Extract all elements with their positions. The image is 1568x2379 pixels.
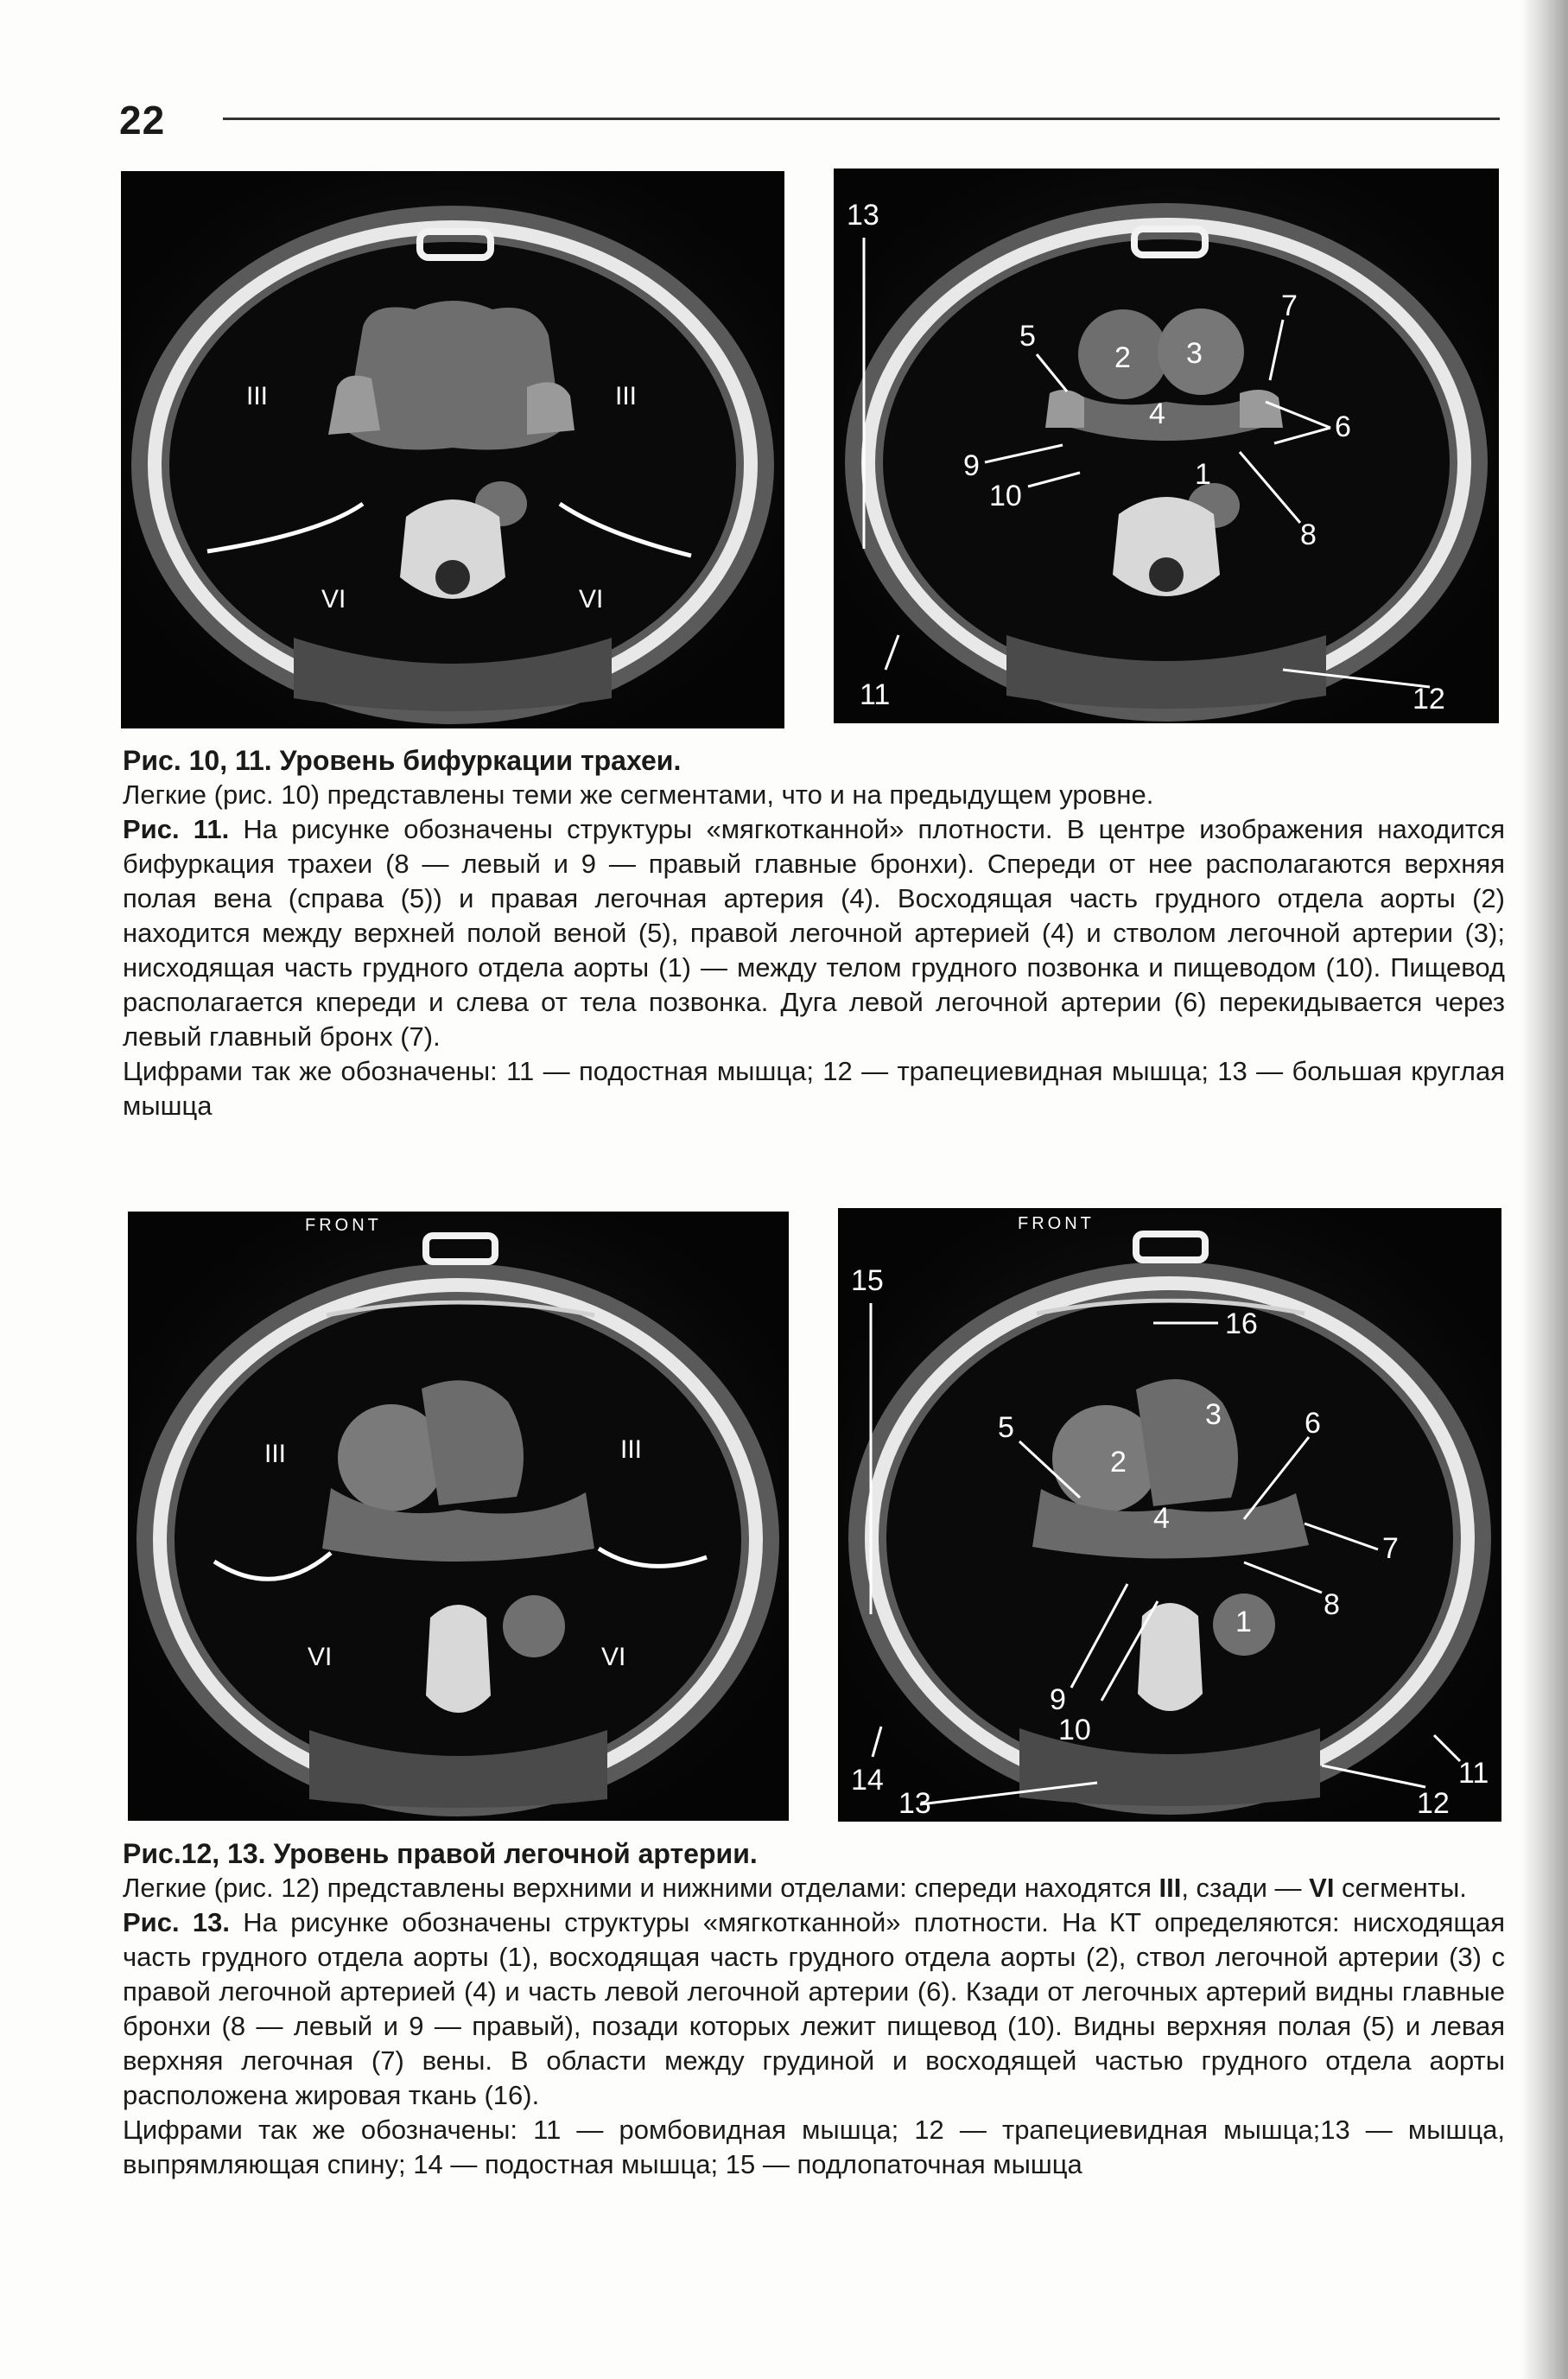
fig11-label-12: 12: [1412, 683, 1445, 716]
page-edge-shadow: [1520, 0, 1568, 2379]
fig11-label-8: 8: [1300, 518, 1317, 551]
fig12-label-iii-left: III: [264, 1440, 287, 1468]
fig12-label-iii-right: III: [620, 1435, 643, 1464]
fig12-label-vi-left: VI: [308, 1643, 333, 1671]
caption-fig13-paragraph: [123, 1905, 1505, 2113]
fig13-label-10: 10: [1058, 1714, 1091, 1746]
fig11-label-6: 6: [1335, 410, 1351, 443]
fig13-label-2: 2: [1110, 1446, 1127, 1479]
fig13-label-1: 1: [1235, 1606, 1252, 1638]
fig11-label-11: 11: [860, 678, 891, 711]
fig13-label-12: 12: [1417, 1787, 1450, 1820]
caption-fig13-text: На рисунке обозначены структуры «мягкотканной» плотности. На КТ определяются: нисходящая часть грудного отдела аорты (1), восходящая часть грудного отдела аорты (2), ствол легочной артерии (3) с правой легочной артерией (4) и часть левой легочной артерии (6). Кзади от легочных артерий видны главные бронхи (8 — левый и 9 — правый), позади которых лежит пищевод (10). Видны верхняя полая (5) и левая верхняя легочная (7) вены. В области между грудиной и восходящей частью грудного отдела аорты расположена жировая ткань (16).: [123, 1907, 1505, 2110]
fig13-label-4: 4: [1153, 1502, 1170, 1535]
fig13-label-13: 13: [898, 1787, 931, 1820]
fig13-label-15: 15: [851, 1264, 884, 1297]
fig13-label-7: 7: [1382, 1532, 1399, 1565]
caption-fig10-11-title: Рис. 10, 11. Уровень бифуркации трахеи.: [123, 745, 682, 776]
fig13-top-text: FRONT: [1018, 1214, 1095, 1233]
fig11-label-1: 1: [1195, 458, 1211, 491]
fig10-label-vi-left: VI: [321, 585, 346, 614]
caption-fig12-segment-vi: VI: [1309, 1873, 1335, 1903]
fig11-label-3: 3: [1186, 337, 1203, 370]
caption-fig12-text-c: , сзади —: [1181, 1873, 1310, 1903]
fig13-label-16: 16: [1225, 1307, 1258, 1340]
caption-fig12-13: [123, 1836, 1505, 2182]
caption-fig10-11-line1: Легкие (рис. 10) представлены теми же сегментами, что и на предыдущем уровне.: [123, 779, 1154, 810]
fig11-label-5: 5: [1019, 320, 1036, 353]
fig10-label-iii-left: III: [246, 382, 269, 410]
ct-image-fig12: [128, 1212, 789, 1821]
fig11-label-2: 2: [1114, 341, 1131, 374]
fig10-label-iii-right: III: [615, 382, 638, 410]
page-number: 22: [119, 98, 166, 143]
caption-fig12-13-line1: [123, 1871, 1505, 1905]
fig11-label-9: 9: [963, 449, 980, 482]
caption-fig13-legend: Цифрами так же обозначены: 11 — ромбовидная мышца; 12 — трапециевидная мышца;13 — мышца, выпрямляющая спину; 14 — подостная мышца; 15 — подлопаточная мышца: [123, 2115, 1505, 2179]
fig11-label-10: 10: [989, 480, 1022, 512]
caption-fig11-legend: Цифрами так же обозначены: 11 — подостная мышца; 12 — трапециевидная мышца; 13 — большая круглая мышца: [123, 1056, 1505, 1121]
caption-fig12-text-d: сегменты.: [1334, 1873, 1467, 1903]
fig10-label-vi-right: VI: [579, 585, 604, 614]
fig11-label-7: 7: [1281, 289, 1298, 322]
caption-fig12-text-a: Легкие (рис. 12) представлены верхними и нижними отделами: спереди находятся: [123, 1873, 1159, 1903]
fig11-label-13: 13: [847, 199, 879, 232]
caption-fig12-13-title: Рис.12, 13. Уровень правой легочной артерии.: [123, 1838, 758, 1869]
caption-fig11-prefix: Рис. 11.: [123, 814, 230, 844]
header-rule: [223, 118, 1500, 120]
fig12-label-vi-right: VI: [601, 1643, 626, 1671]
caption-fig13-prefix: Рис. 13.: [123, 1907, 230, 1937]
ct-image-fig13: [838, 1208, 1501, 1822]
fig13-label-11: 11: [1458, 1757, 1489, 1790]
ct-image-fig11: [834, 169, 1499, 723]
caption-fig10-11: [123, 743, 1505, 1123]
fig11-label-4: 4: [1149, 398, 1165, 430]
fig13-label-8: 8: [1324, 1588, 1340, 1621]
fig13-label-3: 3: [1205, 1398, 1222, 1431]
fig13-label-6: 6: [1305, 1407, 1321, 1440]
caption-fig11-paragraph: [123, 812, 1505, 1054]
ct-image-fig10: [121, 171, 784, 728]
fig12-top-text: FRONT: [305, 1216, 382, 1235]
fig13-label-14: 14: [851, 1764, 884, 1797]
caption-fig12-segment-iii: III: [1159, 1873, 1182, 1903]
caption-fig11-text: На рисунке обозначены структуры «мягкотканной» плотности. В центре изображения находится бифуркация трахеи (8 — левый и 9 — правый главные бронхи). Спереди от нее располагаются верхняя полая вена (справа (5)) и правая легочная артерия (4). Восходящая часть грудного отдела аорты (2) находится между верхней полой веной (5), правой легочной артерией (4) и стволом легочной артерии (3); нисходящая часть грудного отдела аорты (1) — между телом грудного позвонка и пищеводом (10). Пищевод располагается кпереди и слева от тела позвонка. Дуга левой легочной артерии (6) перекидывается через левый главный бронх (7).: [123, 814, 1505, 1052]
fig13-label-9: 9: [1050, 1683, 1066, 1716]
fig13-label-5: 5: [998, 1411, 1014, 1444]
